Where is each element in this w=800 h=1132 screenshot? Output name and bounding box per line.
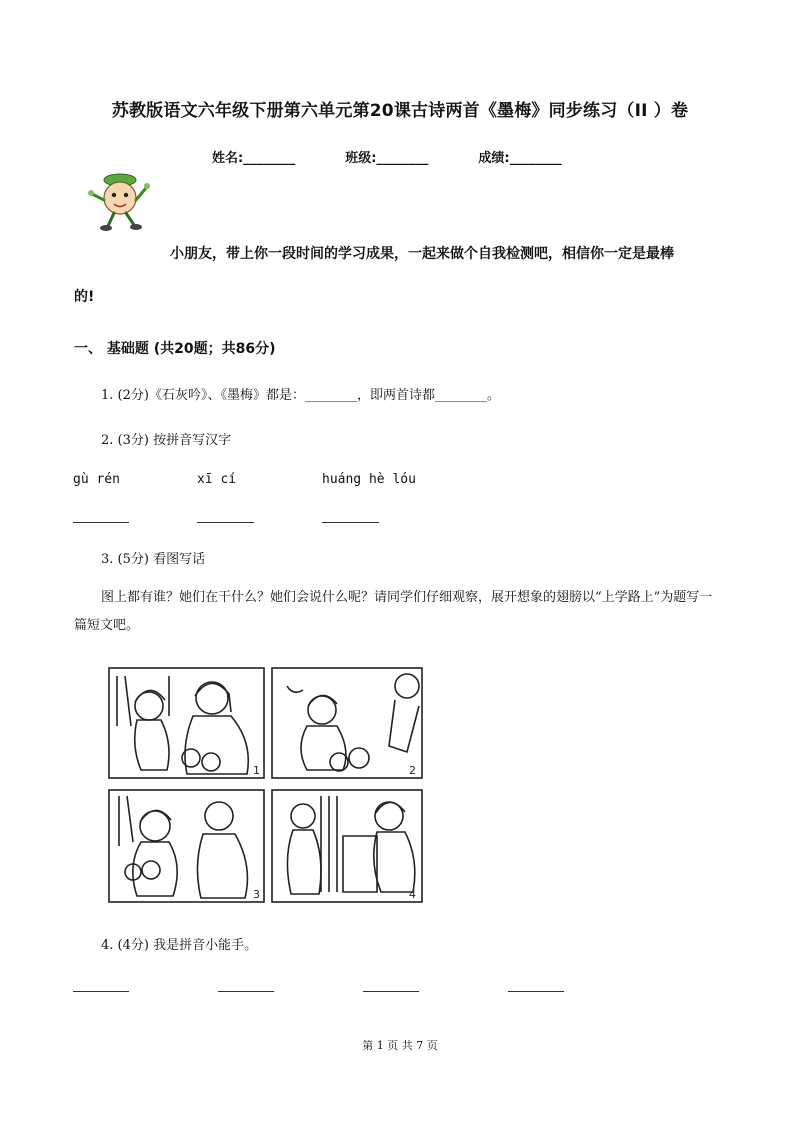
answer-blank-3[interactable] xyxy=(322,522,379,523)
intro-line-1: 小朋友，带上你一段时间的学习成果，一起来做个自我检测吧，相信你一定是最棒 xyxy=(170,246,674,262)
name-field[interactable]: 姓名:________ xyxy=(212,151,296,166)
panel-number-4: 4 xyxy=(409,888,416,901)
section-heading: 一、 基础题 (共20题；共86分) xyxy=(74,341,276,357)
panel-number-3: 3 xyxy=(253,888,260,901)
answer-blank-4[interactable] xyxy=(73,991,129,992)
comic-illustration xyxy=(107,666,427,906)
question-1: 1. (2分)《石灰吟》、《墨梅》都是：________，即两首诗都________。 xyxy=(101,388,500,403)
answer-blank-5[interactable] xyxy=(218,991,274,992)
answer-blank-1[interactable] xyxy=(73,522,129,523)
question-3: 3. (5分) 看图写话 xyxy=(101,552,206,567)
pinyin-2: xī cí xyxy=(197,472,237,487)
panel-number-2: 2 xyxy=(409,764,416,777)
page-footer: 第 1 页 共 7 页 xyxy=(362,1039,438,1052)
student-info-row xyxy=(212,147,632,166)
intro-line-2: 的! xyxy=(74,289,95,305)
mascot-illustration xyxy=(84,170,156,232)
page-title: 苏教版语文六年级下册第六单元第20课古诗两首《墨梅》同步练习（II ）卷 xyxy=(111,101,689,121)
answer-blank-2[interactable] xyxy=(197,522,254,523)
question-4: 4. (4分) 我是拼音小能手。 xyxy=(101,938,258,953)
panel-number-1: 1 xyxy=(253,764,260,777)
pinyin-1: gù rén xyxy=(73,472,120,487)
answer-blank-7[interactable] xyxy=(508,991,564,992)
question-2: 2. (3分) 按拼音写汉字 xyxy=(101,433,232,448)
score-field[interactable]: 成绩:________ xyxy=(478,151,562,166)
answer-blank-6[interactable] xyxy=(363,991,419,992)
class-field[interactable]: 班级:________ xyxy=(345,151,429,166)
question-3-prompt: 图上都有谁？她们在干什么？她们会说什么呢？请同学们仔细观察，展开想象的翅膀以“上学路上”为题写一篇短文吧。 xyxy=(74,590,713,633)
pinyin-3: huáng hè lóu xyxy=(322,472,416,487)
